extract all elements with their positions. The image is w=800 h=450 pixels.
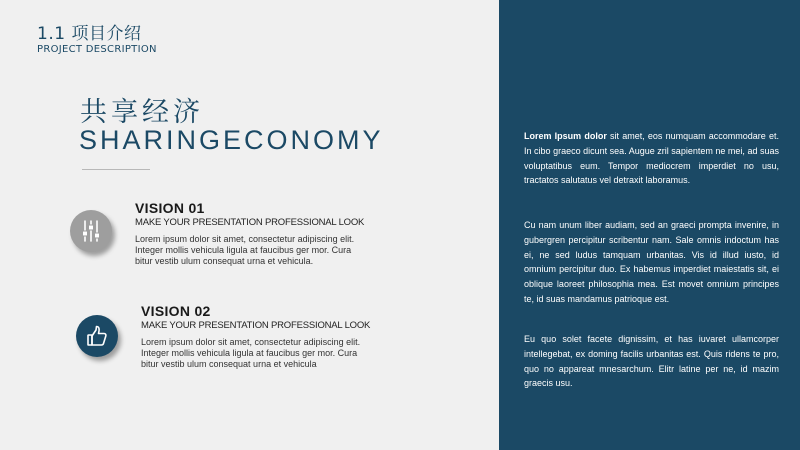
vision-02-heading: VISION 02: [141, 303, 211, 319]
panel-paragraph-3: Eu quo solet facete dignissim, et has iuvaret ullamcorper intellegebat, ex doming facilis urbanitas est. Quis ridens te pro, quo no appareat mnesarchum. Elitr latine per ne, id mazim graecis usu.: [524, 334, 779, 389]
panel-paragraph-1-lead: Lorem Ipsum dolor: [524, 131, 607, 141]
section-title: 1.1 项目介绍: [37, 24, 142, 44]
hero-title-cn: 共享经济: [80, 97, 204, 128]
vision-01-heading: VISION 01: [135, 200, 205, 216]
panel-paragraph-1: [524, 129, 779, 188]
thumbs-up-icon: [76, 315, 118, 357]
panel-paragraph-1-rest: sit amet, eos numquam accommodare et. In cibo graeco dicunt sea. Augue zril sapientem ne mei, ad suas voluptatibus eum. Tempor mediocrem imperdiet no usu, tractatos salutatus vel detraxit laboramus.: [524, 131, 779, 186]
vision-01-subheading: MAKE YOUR PRESENTATION PROFESSIONAL LOOK: [135, 217, 365, 228]
adjust-sliders-icon: [70, 210, 112, 252]
section-subtitle: PROJECT DESCRIPTION: [37, 44, 157, 55]
vision-02-body: Lorem ipsum dolor sit amet, consectetur adipiscing elit. Integer mollis vehicula ligula at faucibus ger mor. Cura bitur vestib ulum consequat urna et vehicula: [141, 337, 361, 369]
vision-01-body: Lorem ipsum dolor sit amet, consectetur adipiscing elit. Integer mollis vehicula ligula at faucibus ger mor. Cura bitur vestib ulum consequat urna et vehicula.: [135, 234, 355, 266]
panel-paragraph-2: Cu nam unum liber audiam, sed an graeci prompta invenire, in gubergren percipitur scribentur nam. Sale omnis indoctum has ei, ne sed ludus tamquam urbanitas. Vis id illud iusto, id omnium percipitur duo. Ex habemus imperdiet maiestatis sit, ei oblique laoreet philosophia mea. Est movet omnium principes te, id suas mandamus patrioque est.: [524, 220, 779, 304]
title-divider: [82, 169, 150, 170]
hero-title-en: SHARINGECONOMY: [79, 125, 384, 155]
vision-02-subheading: MAKE YOUR PRESENTATION PROFESSIONAL LOOK: [141, 320, 371, 331]
